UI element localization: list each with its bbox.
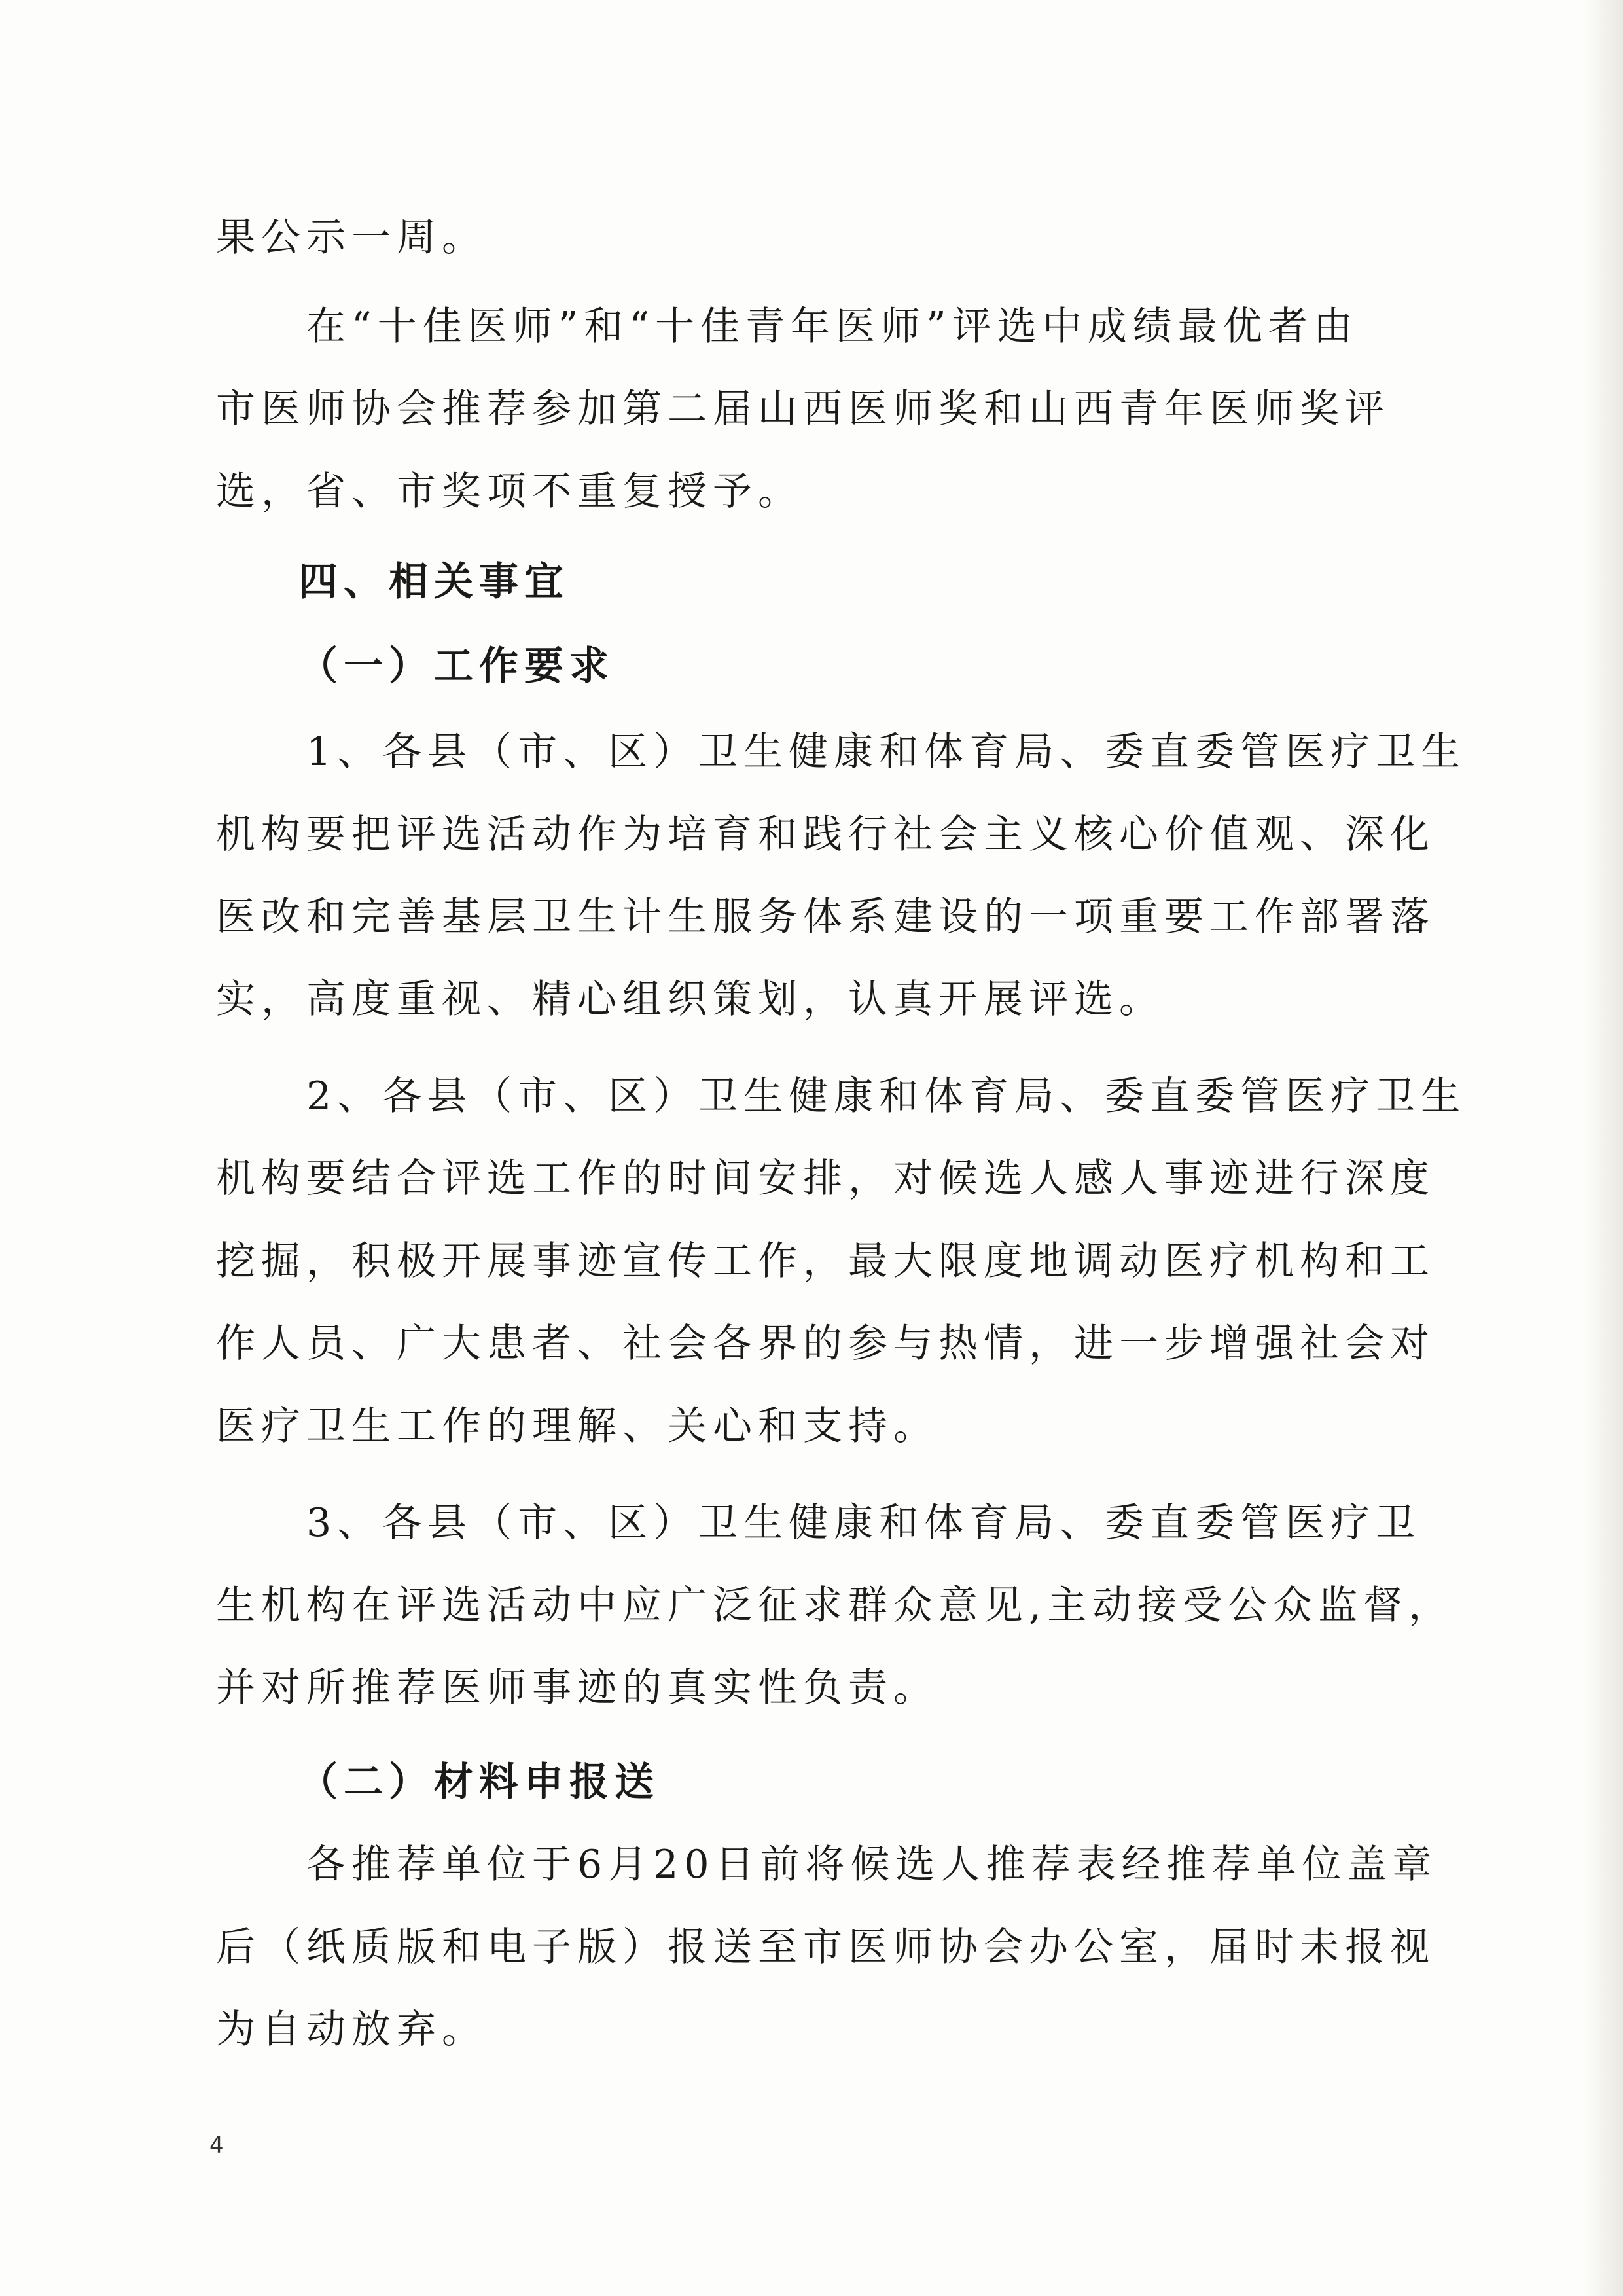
text-line: 为自动放弃。 <box>216 2007 487 2053</box>
paragraph-requirement-1 <box>216 711 1467 1041</box>
text-line: 3、各县（市、区）卫生健康和体育局、委直委管医疗卫 <box>216 1500 1421 1546</box>
paragraph-materials <box>216 1823 1438 2071</box>
text-line: 在“十佳医师”和“十佳青年医师”评选中成绩最优者由 <box>216 304 1359 350</box>
text-line: 机构要把评选活动作为培育和践行社会主义核心价值观、深化 <box>216 812 1435 857</box>
text-line: 生机构在评选活动中应广泛征求群众意见,主动接受公众监督， <box>216 1583 1454 1628</box>
text-line: 挖掘，积极开展事迹宣传工作，最大限度地调动医疗机构和工 <box>216 1238 1435 1284</box>
text-line: 1、各县（市、区）卫生健康和体育局、委直委管医疗卫生 <box>216 729 1467 775</box>
section-heading: 四、相关事宜 <box>298 559 569 605</box>
text-line: 医疗卫生工作的理解、关心和支持。 <box>216 1403 938 1449</box>
text-line: 市医师协会推荐参加第二届山西医师奖和山西青年医师奖评 <box>216 386 1390 432</box>
text-line: 实，高度重视、精心组织策划，认真开展评选。 <box>216 977 1164 1022</box>
text-line: 医改和完善基层卫生计生服务体系建设的一项重要工作部署落 <box>216 894 1435 940</box>
paragraph-requirement-3 <box>216 1482 1454 1729</box>
subsection-heading: （一）工作要求 <box>298 643 615 689</box>
paragraph-award-recommendation <box>216 285 1394 533</box>
text-line: 机构要结合评选工作的时间安排，对候选人感人事迹进行深度 <box>216 1156 1435 1202</box>
page-edge-shadow <box>1584 0 1623 2296</box>
text-line: 后（纸质版和电子版）报送至市医师协会办公室，届时未报视 <box>216 1924 1435 1970</box>
text-line: 2、各县（市、区）卫生健康和体育局、委直委管医疗卫生 <box>216 1073 1467 1119</box>
subsection-heading: （二）材料申报送 <box>298 1759 660 1805</box>
text-line: 作人员、广大患者、社会各界的参与热情，进一步增强社会对 <box>216 1321 1435 1367</box>
paragraph-continuation <box>216 196 1394 279</box>
page-number: 4 <box>209 2132 224 2159</box>
text-line: 果公示一周。 <box>216 215 487 260</box>
text-line: 各推荐单位于6月20日前将候选人推荐表经推荐单位盖章 <box>216 1842 1438 1888</box>
text-line: 并对所推荐医师事迹的真实性负责。 <box>216 1665 938 1711</box>
text-line: 选，省、市奖项不重复授予。 <box>216 469 803 514</box>
paragraph-requirement-2 <box>216 1055 1467 1467</box>
